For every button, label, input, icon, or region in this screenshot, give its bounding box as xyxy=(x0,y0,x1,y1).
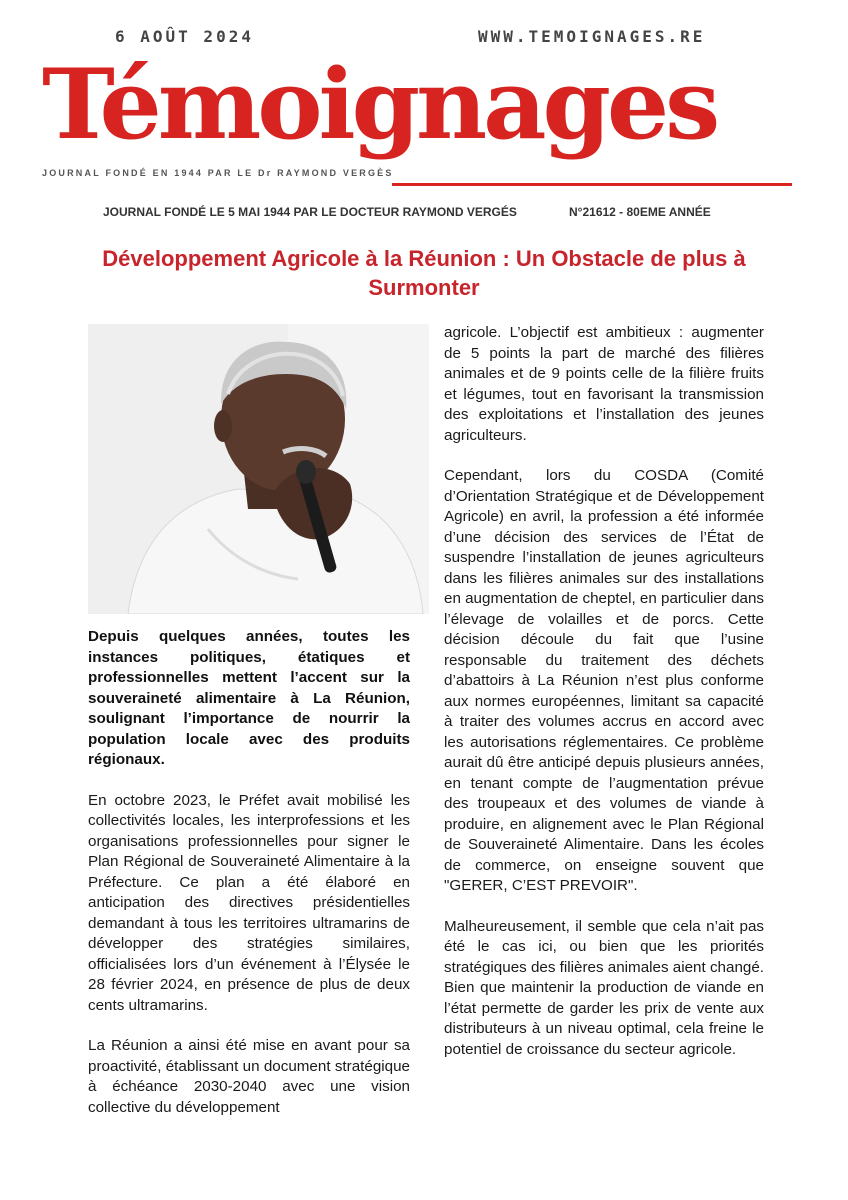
article-column-right xyxy=(444,323,764,1080)
article-paragraph: Cependant, lors du COSDA (Comité d’Orientation Stratégique et de Développement Agricole) en avril, la profession a été informée d’une décision des services de l’État de suspendre l’installation de jeunes agriculteurs dans les filières animales sur des installations en augmentation de cheptel, en particulier dans l’élevage de volailles et de porcs. Cette décision découle du fait que l’usine responsable du traitement des déchets d’abattoirs à La Réunion n’est plus conforme aux normes européennes, limitant sa capacité à traiter des volumes accrus en accord avec les autorisations réglementaires. Ce problème aurait dû être anticipé depuis plusieurs années, en tenant compte de l’augmentation prévue des troupeaux et des volumes de viande à produire, en alignement avec le Plan Régional de Souveraineté Alimentaire. Dans les écoles de commerce, on enseigne souvent que "GERER, C’EST PREVOIR". xyxy=(444,467,764,894)
newspaper-logo: Témoignages xyxy=(42,48,717,161)
logo-tagline: JOURNAL FONDÉ EN 1944 PAR LE Dr RAYMOND VERGÈS xyxy=(42,168,394,178)
article-paragraph: agricole. L’objectif est ambitieux : augmenter de 5 points la part de marché des filières animales et de 9 points celle de la filière fruits et légumes, tout en favorisant la transmission des exploitations et l’installation des jeunes agriculteurs. xyxy=(444,324,764,444)
article-column-left xyxy=(88,627,410,1138)
logo-rule xyxy=(392,183,792,186)
article-paragraph: En octobre 2023, le Préfet avait mobilisé les collectivités locales, les interprofessions et les organisations professionnelles pour signer le Plan Régional de Souveraineté Alimentaire à la Préfecture. Ce plan a été élaboré en anticipation des directives présidentielles demandant à tous les territoires ultramarins de développer des stratégies similaires, officialisées lors d’un événement à l’Élysée le 28 février 2024, en présence de plus de deux cents ultramarins. xyxy=(88,791,410,1014)
speaker-photo-illustration xyxy=(88,324,429,614)
article-paragraph: La Réunion a ainsi été mise en avant pour sa proactivité, établissant un document stratégique à échéance 2030-2040 avec une vision collective du développement xyxy=(88,1037,410,1116)
masthead xyxy=(34,48,804,195)
article-photo xyxy=(88,324,429,614)
article-title: Développement Agricole à la Réunion : Un Obstacle de plus à Surmonter xyxy=(102,246,746,300)
article-paragraph: Malheureusement, il semble que cela n’ait pas été le cas ici, ou bien que les priorités stratégiques des filières animales aient changé. Bien que maintenir la production de viande en l’état permette de garder les prix de vente aux distributeurs à un niveau optimal, cela freine le potentiel de croissance du secteur agricole. xyxy=(444,917,764,1058)
top-bar xyxy=(0,27,848,47)
website-url: WWW.TEMOIGNAGES.RE xyxy=(478,27,706,46)
subheader xyxy=(0,205,848,221)
founded-line: JOURNAL FONDÉ LE 5 MAI 1944 PAR LE DOCTEUR RAYMOND VERGÉS xyxy=(103,205,517,219)
issue-number: N°21612 - 80EME ANNÉE xyxy=(569,205,711,219)
article-lead-paragraph: Depuis quelques années, toutes les instances politiques, étatiques et professionnelles mettent l’accent sur la souveraineté alimentaire à La Réunion, soulignant l’importance de nourrir la population locale avec des produits régionaux. xyxy=(88,628,410,768)
issue-date: 6 AOÛT 2024 xyxy=(115,27,254,46)
